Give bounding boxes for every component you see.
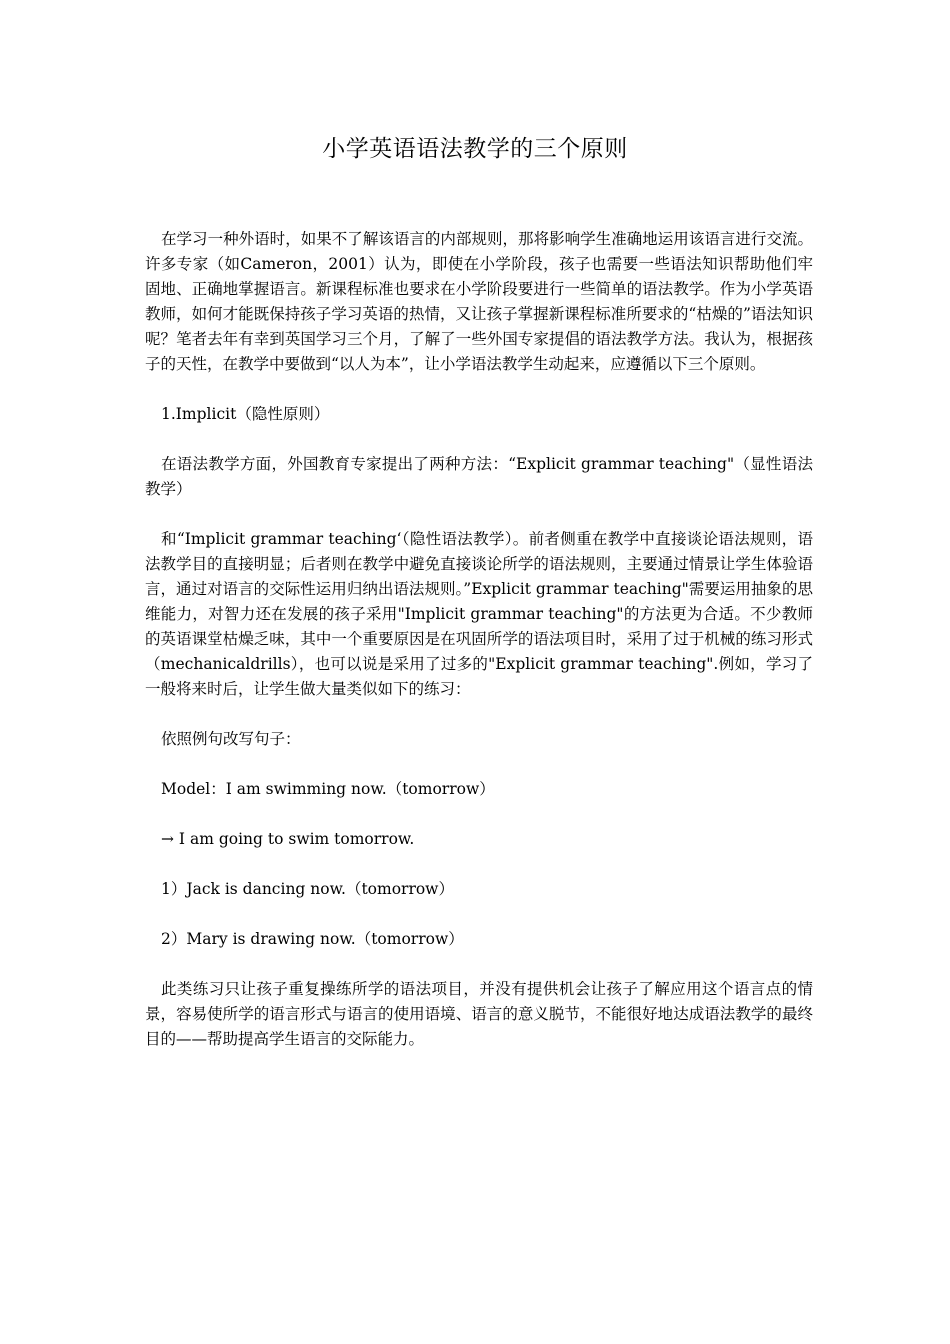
exercise-model-answer: → I am going to swim tomorrow. (161, 830, 415, 848)
explicit-method-paragraph: 在语法教学方面，外国教育专家提出了两种方法：“Explicit grammar teaching"（显性语法教学） (145, 455, 813, 498)
conclusion-paragraph: 此类练习只让孩子重复操练所学的语法项目，并没有提供机会让孩子了解应用这个语言点的情景，容易使所学的语言形式与语言的使用语境、语言的意义脱节，不能很好地达成语法教学的最终目的——帮助提高学生语言的交际能力。 (145, 980, 813, 1048)
exercise-item-1: 1）Jack is dancing now.（tomorrow） (161, 880, 454, 898)
exercise-item-2: 2）Mary is drawing now.（tomorrow） (161, 930, 464, 948)
exercise-model: Model：I am swimming now.（tomorrow） (161, 780, 495, 798)
intro-paragraph: 在学习一种外语时，如果不了解该语言的内部规则，那将影响学生准确地运用该语言进行交流。许多专家（如Cameron，2001）认为，即使在小学阶段，孩子也需要一些语法知识帮助他们牢固地、正确地掌握语言。新课程标准也要求在小学阶段要进行一些简单的语法教学。作为小学英语教师，如何才能既保持孩子学习英语的热情，又让孩子掌握新课程标准所要求的“枯燥的”语法知识呢？笔者去年有幸到英国学习三个月，了解了一些外国专家提倡的语法教学方法。我认为，根据孩子的天性，在教学中要做到“以人为本”，让小学语法教学生动起来，应遵循以下三个原则。 (145, 230, 813, 373)
document-body (145, 227, 813, 1077)
section-heading-implicit: 1.Implicit（隐性原则） (161, 405, 330, 423)
implicit-method-paragraph: 和“Implicit grammar teaching‘（隐性语法教学）。前者侧重在教学中直接谈论语法规则，语法教学目的直接明显；后者则在教学中避免直接谈论所学的语法规则，主要通过情景让学生体验语言，通过对语言的交际性运用归纳出语法规则。”Explicit grammar teaching"需要运用抽象的思维能力，对智力还在发展的孩子采用"Implicit grammar teaching"的方法更为合适。不少教师的英语课堂枯燥乏味，其中一个重要原因是在巩固所学的语法项目时，采用了过于机械的练习形式（mechanicaldrills），也可以说是采用了过多的"Explicit grammar teaching".例如，学习了一般将来时后，让学生做大量类似如下的练习： (145, 530, 813, 698)
document-title: 小学英语语法教学的三个原则 (322, 136, 628, 162)
exercise-instruction: 依照例句改写句子： (161, 730, 301, 748)
